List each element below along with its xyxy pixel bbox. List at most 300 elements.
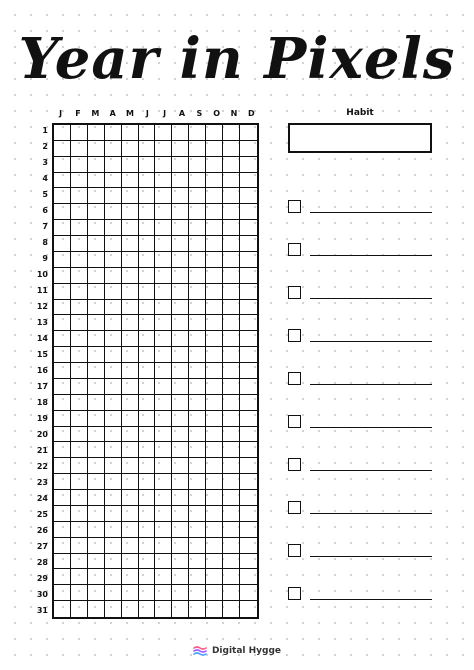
pixel-cell[interactable] bbox=[206, 252, 223, 268]
pixel-cell[interactable] bbox=[54, 411, 71, 427]
habit-write-line[interactable] bbox=[310, 341, 432, 342]
pixel-cell[interactable] bbox=[105, 522, 122, 538]
pixel-cell[interactable] bbox=[172, 331, 189, 347]
pixel-cell[interactable] bbox=[189, 395, 206, 411]
pixel-cell[interactable] bbox=[139, 395, 156, 411]
pixel-cell[interactable] bbox=[189, 347, 206, 363]
pixel-cell[interactable] bbox=[122, 252, 139, 268]
pixel-cell[interactable] bbox=[206, 379, 223, 395]
habit-checkbox[interactable] bbox=[288, 200, 301, 213]
pixel-cell[interactable] bbox=[223, 442, 240, 458]
pixel-cell[interactable] bbox=[88, 252, 105, 268]
pixel-cell[interactable] bbox=[155, 315, 172, 331]
pixel-cell[interactable] bbox=[54, 490, 71, 506]
pixel-cell[interactable] bbox=[172, 522, 189, 538]
pixel-cell[interactable] bbox=[172, 601, 189, 617]
pixel-cell[interactable] bbox=[88, 141, 105, 157]
pixel-cell[interactable] bbox=[54, 363, 71, 379]
pixel-cell[interactable] bbox=[155, 220, 172, 236]
pixel-cell[interactable] bbox=[240, 125, 257, 141]
pixel-cell[interactable] bbox=[88, 236, 105, 252]
pixel-cell[interactable] bbox=[240, 284, 257, 300]
pixel-cell[interactable] bbox=[88, 284, 105, 300]
pixel-cell[interactable] bbox=[71, 252, 88, 268]
pixel-cell[interactable] bbox=[155, 379, 172, 395]
pixel-cell[interactable] bbox=[122, 268, 139, 284]
pixel-cell[interactable] bbox=[155, 522, 172, 538]
pixel-cell[interactable] bbox=[155, 363, 172, 379]
pixel-cell[interactable] bbox=[54, 268, 71, 284]
pixel-cell[interactable] bbox=[71, 395, 88, 411]
pixel-cell[interactable] bbox=[122, 363, 139, 379]
pixel-cell[interactable] bbox=[105, 252, 122, 268]
pixel-cell[interactable] bbox=[122, 173, 139, 189]
pixel-cell[interactable] bbox=[206, 188, 223, 204]
pixel-cell[interactable] bbox=[240, 411, 257, 427]
pixel-cell[interactable] bbox=[172, 315, 189, 331]
habit-checkbox[interactable] bbox=[288, 544, 301, 557]
pixel-cell[interactable] bbox=[155, 236, 172, 252]
pixel-cell[interactable] bbox=[172, 474, 189, 490]
pixel-cell[interactable] bbox=[105, 315, 122, 331]
pixel-cell[interactable] bbox=[88, 363, 105, 379]
pixel-cell[interactable] bbox=[139, 506, 156, 522]
pixel-cell[interactable] bbox=[71, 442, 88, 458]
pixel-cell[interactable] bbox=[240, 379, 257, 395]
pixel-cell[interactable] bbox=[54, 395, 71, 411]
pixel-cell[interactable] bbox=[139, 300, 156, 316]
habit-write-line[interactable] bbox=[310, 556, 432, 557]
pixel-cell[interactable] bbox=[71, 538, 88, 554]
pixel-cell[interactable] bbox=[155, 125, 172, 141]
habit-checkbox[interactable] bbox=[288, 329, 301, 342]
pixel-cell[interactable] bbox=[240, 173, 257, 189]
pixel-cell[interactable] bbox=[54, 220, 71, 236]
pixel-cell[interactable] bbox=[240, 522, 257, 538]
habit-write-line[interactable] bbox=[310, 298, 432, 299]
pixel-cell[interactable] bbox=[189, 522, 206, 538]
pixel-cell[interactable] bbox=[172, 569, 189, 585]
pixel-cell[interactable] bbox=[139, 554, 156, 570]
pixel-cell[interactable] bbox=[139, 268, 156, 284]
pixel-cell[interactable] bbox=[88, 490, 105, 506]
pixel-cell[interactable] bbox=[172, 427, 189, 443]
pixel-cell[interactable] bbox=[172, 300, 189, 316]
pixel-cell[interactable] bbox=[155, 601, 172, 617]
pixel-cell[interactable] bbox=[240, 141, 257, 157]
pixel-cell[interactable] bbox=[88, 601, 105, 617]
pixel-cell[interactable] bbox=[122, 220, 139, 236]
pixel-cell[interactable] bbox=[139, 569, 156, 585]
pixel-cell[interactable] bbox=[88, 347, 105, 363]
pixel-cell[interactable] bbox=[206, 442, 223, 458]
pixel-cell[interactable] bbox=[189, 315, 206, 331]
pixel-cell[interactable] bbox=[88, 315, 105, 331]
pixel-cell[interactable] bbox=[172, 204, 189, 220]
pixel-cell[interactable] bbox=[223, 157, 240, 173]
pixel-cell[interactable] bbox=[54, 569, 71, 585]
pixel-cell[interactable] bbox=[54, 522, 71, 538]
pixel-cell[interactable] bbox=[155, 506, 172, 522]
pixel-cell[interactable] bbox=[105, 141, 122, 157]
pixel-cell[interactable] bbox=[88, 268, 105, 284]
pixel-cell[interactable] bbox=[240, 458, 257, 474]
pixel-cell[interactable] bbox=[189, 411, 206, 427]
pixel-cell[interactable] bbox=[240, 268, 257, 284]
pixel-cell[interactable] bbox=[88, 474, 105, 490]
pixel-cell[interactable] bbox=[88, 125, 105, 141]
pixel-cell[interactable] bbox=[189, 284, 206, 300]
pixel-cell[interactable] bbox=[71, 601, 88, 617]
pixel-cell[interactable] bbox=[139, 585, 156, 601]
pixel-cell[interactable] bbox=[172, 506, 189, 522]
pixel-cell[interactable] bbox=[206, 125, 223, 141]
habit-checkbox[interactable] bbox=[288, 501, 301, 514]
pixel-cell[interactable] bbox=[54, 442, 71, 458]
pixel-cell[interactable] bbox=[223, 331, 240, 347]
habit-checkbox[interactable] bbox=[288, 372, 301, 385]
pixel-cell[interactable] bbox=[223, 125, 240, 141]
pixel-cell[interactable] bbox=[71, 236, 88, 252]
pixel-cell[interactable] bbox=[71, 554, 88, 570]
pixel-cell[interactable] bbox=[223, 252, 240, 268]
pixel-cell[interactable] bbox=[172, 268, 189, 284]
pixel-cell[interactable] bbox=[155, 141, 172, 157]
pixel-cell[interactable] bbox=[88, 569, 105, 585]
pixel-cell[interactable] bbox=[122, 347, 139, 363]
pixel-cell[interactable] bbox=[122, 284, 139, 300]
pixel-cell[interactable] bbox=[71, 427, 88, 443]
pixel-cell[interactable] bbox=[189, 363, 206, 379]
pixel-cell[interactable] bbox=[223, 379, 240, 395]
pixel-cell[interactable] bbox=[105, 554, 122, 570]
pixel-cell[interactable] bbox=[206, 458, 223, 474]
pixel-cell[interactable] bbox=[155, 204, 172, 220]
pixel-cell[interactable] bbox=[189, 188, 206, 204]
pixel-cell[interactable] bbox=[54, 252, 71, 268]
pixel-cell[interactable] bbox=[122, 442, 139, 458]
pixel-cell[interactable] bbox=[189, 601, 206, 617]
pixel-cell[interactable] bbox=[189, 236, 206, 252]
pixel-cell[interactable] bbox=[139, 236, 156, 252]
pixel-cell[interactable] bbox=[105, 236, 122, 252]
pixel-cell[interactable] bbox=[240, 427, 257, 443]
pixel-cell[interactable] bbox=[240, 347, 257, 363]
habit-checkbox[interactable] bbox=[288, 415, 301, 428]
pixel-cell[interactable] bbox=[206, 395, 223, 411]
pixel-cell[interactable] bbox=[189, 585, 206, 601]
pixel-cell[interactable] bbox=[155, 569, 172, 585]
pixel-cell[interactable] bbox=[206, 363, 223, 379]
pixel-cell[interactable] bbox=[223, 173, 240, 189]
pixel-cell[interactable] bbox=[71, 506, 88, 522]
pixel-cell[interactable] bbox=[105, 173, 122, 189]
pixel-cell[interactable] bbox=[223, 458, 240, 474]
pixel-cell[interactable] bbox=[105, 363, 122, 379]
pixel-cell[interactable] bbox=[105, 331, 122, 347]
pixel-cell[interactable] bbox=[240, 363, 257, 379]
habit-checkbox[interactable] bbox=[288, 243, 301, 256]
pixel-cell[interactable] bbox=[54, 331, 71, 347]
pixel-cell[interactable] bbox=[71, 300, 88, 316]
pixel-cell[interactable] bbox=[122, 538, 139, 554]
pixel-cell[interactable] bbox=[54, 315, 71, 331]
pixel-cell[interactable] bbox=[172, 379, 189, 395]
pixel-cell[interactable] bbox=[240, 236, 257, 252]
pixel-cell[interactable] bbox=[240, 331, 257, 347]
pixel-cell[interactable] bbox=[105, 601, 122, 617]
pixel-cell[interactable] bbox=[71, 474, 88, 490]
pixel-cell[interactable] bbox=[54, 458, 71, 474]
pixel-cell[interactable] bbox=[88, 458, 105, 474]
pixel-cell[interactable] bbox=[155, 157, 172, 173]
pixel-cell[interactable] bbox=[71, 315, 88, 331]
pixel-cell[interactable] bbox=[223, 538, 240, 554]
pixel-cell[interactable] bbox=[223, 395, 240, 411]
pixel-cell[interactable] bbox=[88, 188, 105, 204]
pixel-cell[interactable] bbox=[71, 379, 88, 395]
pixel-cell[interactable] bbox=[71, 569, 88, 585]
pixel-cell[interactable] bbox=[71, 490, 88, 506]
pixel-cell[interactable] bbox=[206, 474, 223, 490]
pixel-cell[interactable] bbox=[88, 204, 105, 220]
pixel-cell[interactable] bbox=[105, 538, 122, 554]
pixel-cell[interactable] bbox=[240, 490, 257, 506]
pixel-cell[interactable] bbox=[105, 490, 122, 506]
pixel-cell[interactable] bbox=[122, 474, 139, 490]
pixel-cell[interactable] bbox=[223, 601, 240, 617]
pixel-cell[interactable] bbox=[240, 554, 257, 570]
pixel-cell[interactable] bbox=[189, 220, 206, 236]
pixel-cell[interactable] bbox=[240, 474, 257, 490]
pixel-cell[interactable] bbox=[206, 173, 223, 189]
pixel-cell[interactable] bbox=[71, 220, 88, 236]
pixel-cell[interactable] bbox=[206, 300, 223, 316]
pixel-cell[interactable] bbox=[189, 300, 206, 316]
pixel-cell[interactable] bbox=[139, 490, 156, 506]
pixel-cell[interactable] bbox=[240, 220, 257, 236]
pixel-cell[interactable] bbox=[105, 506, 122, 522]
habit-write-line[interactable] bbox=[310, 384, 432, 385]
pixel-cell[interactable] bbox=[105, 188, 122, 204]
pixel-cell[interactable] bbox=[105, 474, 122, 490]
pixel-cell[interactable] bbox=[189, 331, 206, 347]
pixel-cell[interactable] bbox=[189, 442, 206, 458]
pixel-cell[interactable] bbox=[155, 173, 172, 189]
pixel-cell[interactable] bbox=[189, 569, 206, 585]
pixel-cell[interactable] bbox=[71, 157, 88, 173]
pixel-cell[interactable] bbox=[155, 538, 172, 554]
pixel-cell[interactable] bbox=[105, 300, 122, 316]
pixel-cell[interactable] bbox=[240, 252, 257, 268]
pixel-cell[interactable] bbox=[155, 395, 172, 411]
pixel-cell[interactable] bbox=[206, 506, 223, 522]
pixel-cell[interactable] bbox=[122, 490, 139, 506]
pixel-cell[interactable] bbox=[105, 379, 122, 395]
pixel-cell[interactable] bbox=[54, 506, 71, 522]
pixel-cell[interactable] bbox=[223, 284, 240, 300]
pixel-cell[interactable] bbox=[139, 315, 156, 331]
pixel-cell[interactable] bbox=[172, 442, 189, 458]
pixel-cell[interactable] bbox=[223, 315, 240, 331]
pixel-cell[interactable] bbox=[71, 268, 88, 284]
pixel-cell[interactable] bbox=[206, 411, 223, 427]
pixel-cell[interactable] bbox=[139, 252, 156, 268]
pixel-cell[interactable] bbox=[240, 601, 257, 617]
pixel-cell[interactable] bbox=[105, 427, 122, 443]
pixel-cell[interactable] bbox=[172, 220, 189, 236]
pixel-cell[interactable] bbox=[105, 125, 122, 141]
pixel-cell[interactable] bbox=[122, 125, 139, 141]
pixel-cell[interactable] bbox=[54, 125, 71, 141]
pixel-cell[interactable] bbox=[223, 569, 240, 585]
pixel-cell[interactable] bbox=[122, 601, 139, 617]
pixel-cell[interactable] bbox=[172, 347, 189, 363]
pixel-cell[interactable] bbox=[88, 157, 105, 173]
habit-checkbox[interactable] bbox=[288, 458, 301, 471]
pixel-cell[interactable] bbox=[155, 284, 172, 300]
pixel-cell[interactable] bbox=[206, 347, 223, 363]
pixel-cell[interactable] bbox=[122, 585, 139, 601]
pixel-cell[interactable] bbox=[54, 474, 71, 490]
pixel-cell[interactable] bbox=[240, 585, 257, 601]
pixel-cell[interactable] bbox=[88, 300, 105, 316]
pixel-cell[interactable] bbox=[139, 363, 156, 379]
pixel-cell[interactable] bbox=[54, 379, 71, 395]
pixel-cell[interactable] bbox=[88, 538, 105, 554]
pixel-cell[interactable] bbox=[105, 284, 122, 300]
pixel-cell[interactable] bbox=[223, 141, 240, 157]
pixel-cell[interactable] bbox=[240, 300, 257, 316]
pixel-cell[interactable] bbox=[155, 252, 172, 268]
pixel-cell[interactable] bbox=[88, 173, 105, 189]
pixel-cell[interactable] bbox=[223, 490, 240, 506]
pixel-cell[interactable] bbox=[223, 220, 240, 236]
habit-write-line[interactable] bbox=[310, 599, 432, 600]
pixel-cell[interactable] bbox=[172, 363, 189, 379]
pixel-cell[interactable] bbox=[105, 458, 122, 474]
pixel-cell[interactable] bbox=[88, 331, 105, 347]
pixel-cell[interactable] bbox=[88, 522, 105, 538]
pixel-cell[interactable] bbox=[189, 538, 206, 554]
pixel-cell[interactable] bbox=[139, 458, 156, 474]
pixel-cell[interactable] bbox=[122, 157, 139, 173]
pixel-cell[interactable] bbox=[139, 522, 156, 538]
pixel-cell[interactable] bbox=[155, 268, 172, 284]
pixel-cell[interactable] bbox=[139, 173, 156, 189]
pixel-cell[interactable] bbox=[71, 331, 88, 347]
pixel-cell[interactable] bbox=[172, 458, 189, 474]
pixel-cell[interactable] bbox=[88, 379, 105, 395]
pixel-cell[interactable] bbox=[223, 188, 240, 204]
pixel-cell[interactable] bbox=[105, 442, 122, 458]
pixel-cell[interactable] bbox=[122, 315, 139, 331]
pixel-cell[interactable] bbox=[54, 236, 71, 252]
pixel-cell[interactable] bbox=[172, 188, 189, 204]
pixel-cell[interactable] bbox=[189, 427, 206, 443]
pixel-cell[interactable] bbox=[240, 315, 257, 331]
pixel-cell[interactable] bbox=[155, 347, 172, 363]
pixel-cell[interactable] bbox=[189, 157, 206, 173]
pixel-cell[interactable] bbox=[172, 538, 189, 554]
pixel-cell[interactable] bbox=[139, 379, 156, 395]
pixel-cell[interactable] bbox=[139, 284, 156, 300]
pixel-cell[interactable] bbox=[54, 188, 71, 204]
pixel-cell[interactable] bbox=[71, 363, 88, 379]
pixel-cell[interactable] bbox=[105, 220, 122, 236]
pixel-cell[interactable] bbox=[206, 204, 223, 220]
pixel-cell[interactable] bbox=[172, 585, 189, 601]
pixel-cell[interactable] bbox=[223, 474, 240, 490]
pixel-cell[interactable] bbox=[172, 157, 189, 173]
pixel-cell[interactable] bbox=[122, 427, 139, 443]
pixel-cell[interactable] bbox=[122, 204, 139, 220]
pixel-cell[interactable] bbox=[172, 411, 189, 427]
pixel-cell[interactable] bbox=[71, 585, 88, 601]
pixel-cell[interactable] bbox=[54, 427, 71, 443]
pixel-cell[interactable] bbox=[189, 554, 206, 570]
pixel-cell[interactable] bbox=[54, 173, 71, 189]
pixel-cell[interactable] bbox=[105, 411, 122, 427]
pixel-cell[interactable] bbox=[105, 585, 122, 601]
pixel-cell[interactable] bbox=[155, 331, 172, 347]
pixel-cell[interactable] bbox=[223, 585, 240, 601]
pixel-cell[interactable] bbox=[88, 220, 105, 236]
pixel-cell[interactable] bbox=[139, 125, 156, 141]
pixel-cell[interactable] bbox=[139, 188, 156, 204]
habit-name-field[interactable] bbox=[288, 123, 432, 153]
pixel-cell[interactable] bbox=[206, 601, 223, 617]
pixel-cell[interactable] bbox=[122, 554, 139, 570]
pixel-cell[interactable] bbox=[206, 284, 223, 300]
pixel-cell[interactable] bbox=[240, 204, 257, 220]
habit-write-line[interactable] bbox=[310, 513, 432, 514]
pixel-cell[interactable] bbox=[54, 554, 71, 570]
habit-write-line[interactable] bbox=[310, 427, 432, 428]
pixel-cell[interactable] bbox=[172, 490, 189, 506]
pixel-cell[interactable] bbox=[189, 173, 206, 189]
pixel-cell[interactable] bbox=[206, 236, 223, 252]
pixel-cell[interactable] bbox=[240, 188, 257, 204]
pixel-cell[interactable] bbox=[155, 554, 172, 570]
pixel-cell[interactable] bbox=[206, 554, 223, 570]
habit-write-line[interactable] bbox=[310, 212, 432, 213]
pixel-cell[interactable] bbox=[71, 141, 88, 157]
pixel-cell[interactable] bbox=[139, 331, 156, 347]
pixel-cell[interactable] bbox=[122, 569, 139, 585]
pixel-cell[interactable] bbox=[223, 427, 240, 443]
pixel-cell[interactable] bbox=[206, 157, 223, 173]
pixel-cell[interactable] bbox=[122, 411, 139, 427]
pixel-cell[interactable] bbox=[139, 427, 156, 443]
pixel-cell[interactable] bbox=[223, 554, 240, 570]
pixel-cell[interactable] bbox=[223, 506, 240, 522]
pixel-cell[interactable] bbox=[206, 268, 223, 284]
pixel-cell[interactable] bbox=[54, 284, 71, 300]
habit-checkbox[interactable] bbox=[288, 587, 301, 600]
pixel-cell[interactable] bbox=[122, 141, 139, 157]
pixel-cell[interactable] bbox=[155, 411, 172, 427]
pixel-cell[interactable] bbox=[206, 331, 223, 347]
pixel-cell[interactable] bbox=[54, 538, 71, 554]
pixel-cell[interactable] bbox=[122, 188, 139, 204]
pixel-cell[interactable] bbox=[122, 395, 139, 411]
pixel-cell[interactable] bbox=[189, 268, 206, 284]
pixel-cell[interactable] bbox=[206, 522, 223, 538]
pixel-cell[interactable] bbox=[105, 157, 122, 173]
pixel-cell[interactable] bbox=[139, 141, 156, 157]
pixel-cell[interactable] bbox=[122, 379, 139, 395]
